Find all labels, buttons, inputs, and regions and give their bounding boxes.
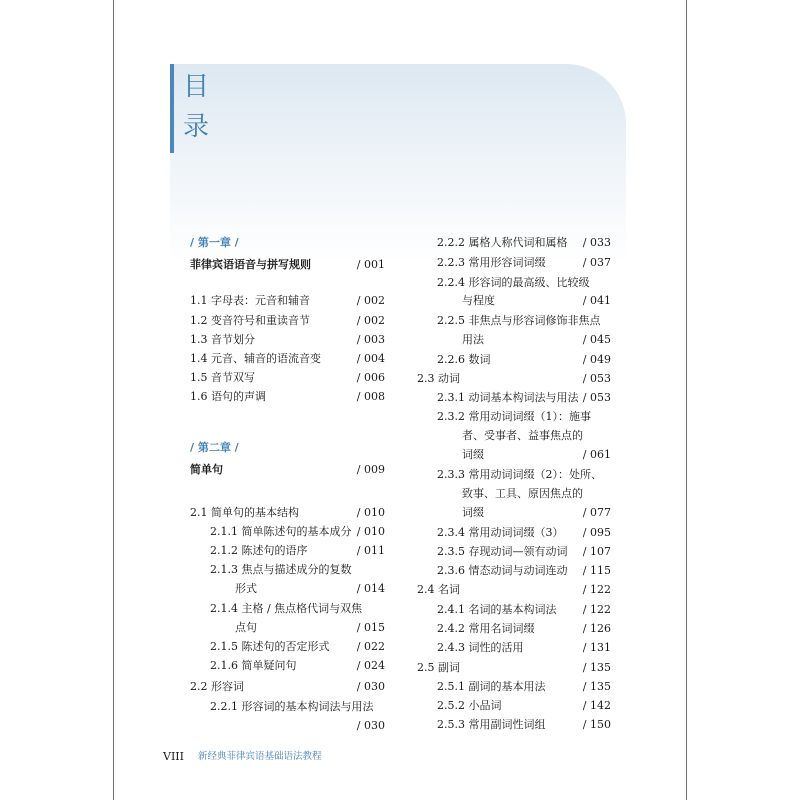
toc-title	[183, 67, 215, 147]
toc-entry-text: 致事、工具、原因焦点的	[462, 487, 583, 500]
toc-page-number: / 033	[582, 236, 611, 249]
toc-entry-text: 2.1 简单句的基本结构	[190, 506, 299, 519]
toc-page-number: / 022	[356, 640, 385, 653]
toc-entry-text: 2.4.1 名词的基本构词法	[437, 603, 557, 616]
toc-page-number: / 045	[582, 333, 611, 346]
toc-page-number: / 010	[356, 506, 385, 519]
toc-entry-text: 2.3 动词	[417, 372, 460, 385]
toc-entry-text: 1.5 音节双写	[190, 371, 255, 384]
toc-page-number: / 024	[356, 659, 385, 672]
toc-page-number: / 004	[356, 352, 385, 365]
toc-page-number: / 008	[356, 390, 385, 403]
toc-entry-text: 2.2.4 形容词的最高级、比较级	[437, 276, 590, 289]
toc-page-number: / 014	[356, 582, 385, 595]
toc-entry-text: 2.1.3 焦点与描述成分的复数	[210, 563, 352, 576]
title-background	[170, 64, 626, 262]
toc-page-number: / 003	[356, 333, 385, 346]
chapter-label: / 第二章 /	[190, 441, 239, 454]
toc-entry-text: 2.5.2 小品词	[437, 699, 502, 712]
toc-title-char-1: 目	[183, 72, 210, 102]
toc-page-number: / 011	[356, 544, 385, 557]
toc-entry-text: 2.2.3 常用形容词词缀	[437, 256, 546, 269]
toc-entry-text: 2.2 形容词	[190, 680, 244, 693]
chapter-title: 简单句	[190, 463, 223, 476]
toc-page-number: / 053	[582, 391, 611, 404]
toc-entry-text: 2.1.2 陈述句的语序	[210, 544, 308, 557]
toc-entry-text: 2.3.6 情态动词与动词连动	[437, 564, 568, 577]
toc-entry-text: 2.2.5 非焦点与形容词修饰非焦点	[437, 314, 601, 327]
running-footer-title: 新经典菲律宾语基础语法教程	[198, 751, 322, 762]
toc-entry-text: 2.3.4 常用动词词缀（3）	[437, 526, 564, 539]
toc-title-char-2: 录	[183, 112, 210, 142]
toc-entry-text: 2.4 名词	[417, 583, 460, 596]
toc-entry-text: 2.1.5 陈述句的否定形式	[210, 640, 330, 653]
toc-page-number: / 061	[582, 448, 611, 461]
toc-page-number: / 002	[356, 314, 385, 327]
toc-entry-text: 1.4 元音、辅音的语流音变	[190, 352, 321, 365]
toc-page-number: / 001	[356, 258, 385, 271]
toc-entry-text: 1.6 语句的声调	[190, 390, 266, 403]
toc-page-number: / 095	[582, 526, 611, 539]
toc-page-number: / 122	[582, 603, 611, 616]
toc-entry-text: 2.3.1 动词基本构词法与用法	[437, 391, 579, 404]
toc-page-number: / 002	[356, 294, 385, 307]
toc-page-number: / 037	[582, 256, 611, 269]
toc-entry-text: 2.2.2 属格人称代词和属格	[437, 236, 568, 249]
toc-entry-text: 2.4.2 常用名词词缀	[437, 622, 535, 635]
toc-page-number: / 142	[582, 699, 611, 712]
page-number: VIII	[163, 750, 184, 763]
toc-page-number: / 049	[582, 353, 611, 366]
toc-page-number: / 115	[582, 564, 611, 577]
toc-page-number: / 135	[582, 680, 611, 693]
toc-entry-text: 形式	[235, 582, 257, 595]
toc-entry-text: 1.2 变音符号和重读音节	[190, 314, 310, 327]
toc-page-number: / 030	[356, 680, 385, 693]
toc-page-number: / 030	[356, 719, 385, 732]
toc-page-number: / 041	[582, 294, 611, 307]
toc-entry-text: 2.3.3 常用动词词缀（2）：处所、	[437, 468, 602, 481]
toc-entry-text: 2.2.6 数词	[437, 353, 491, 366]
toc-page-number: / 006	[356, 371, 385, 384]
toc-entry-text: 2.3.2 常用动词词缀（1）：施事	[437, 410, 591, 423]
toc-page-number: / 131	[582, 641, 611, 654]
toc-page-number: / 135	[582, 661, 611, 674]
chapter-label: / 第一章 /	[190, 236, 239, 249]
toc-entry-text: 词缀	[462, 448, 484, 461]
toc-entry-text: 1.3 音节划分	[190, 333, 255, 346]
toc-page-number: / 053	[582, 372, 611, 385]
toc-entry-text: 2.5.3 常用副词性词组	[437, 718, 546, 731]
toc-entry-text: 1.1 字母表：元音和辅音	[190, 294, 310, 307]
title-accent-bar	[170, 64, 174, 153]
toc-page-number: / 010	[356, 525, 385, 538]
toc-page-number: / 126	[582, 622, 611, 635]
toc-entry-text: 2.1.6 简单疑问句	[210, 659, 297, 672]
toc-entry-text: 2.3.5 存现动词—领有动词	[437, 545, 568, 558]
toc-entry-text: 用法	[462, 333, 484, 346]
toc-entry-text: 词缀	[462, 506, 484, 519]
toc-entry-text: 与程度	[462, 294, 495, 307]
chapter-title: 菲律宾语语音与拼写规则	[190, 258, 311, 271]
toc-page-number: / 150	[582, 718, 611, 731]
toc-entry-text: 2.4.3 词性的活用	[437, 641, 524, 654]
toc-entry-text: 2.1.1 简单陈述句的基本成分	[210, 525, 352, 538]
toc-entry-text: 点句	[235, 621, 257, 634]
toc-entry-text: 2.1.4 主格 / 焦点格代词与双焦	[210, 602, 363, 615]
toc-page-number: / 122	[582, 583, 611, 596]
toc-entry-text: 2.5.1 副词的基本用法	[437, 680, 546, 693]
toc-entry-text: 2.5 副词	[417, 661, 460, 674]
toc-page-number: / 009	[356, 463, 385, 476]
toc-entry-text: 2.2.1 形容词的基本构词法与用法	[210, 700, 374, 713]
toc-entry-text: 者、受事者、益事焦点的	[462, 429, 583, 442]
toc-page-number: / 015	[356, 621, 385, 634]
toc-page-number: / 107	[582, 545, 611, 558]
toc-page-number: / 077	[582, 506, 611, 519]
